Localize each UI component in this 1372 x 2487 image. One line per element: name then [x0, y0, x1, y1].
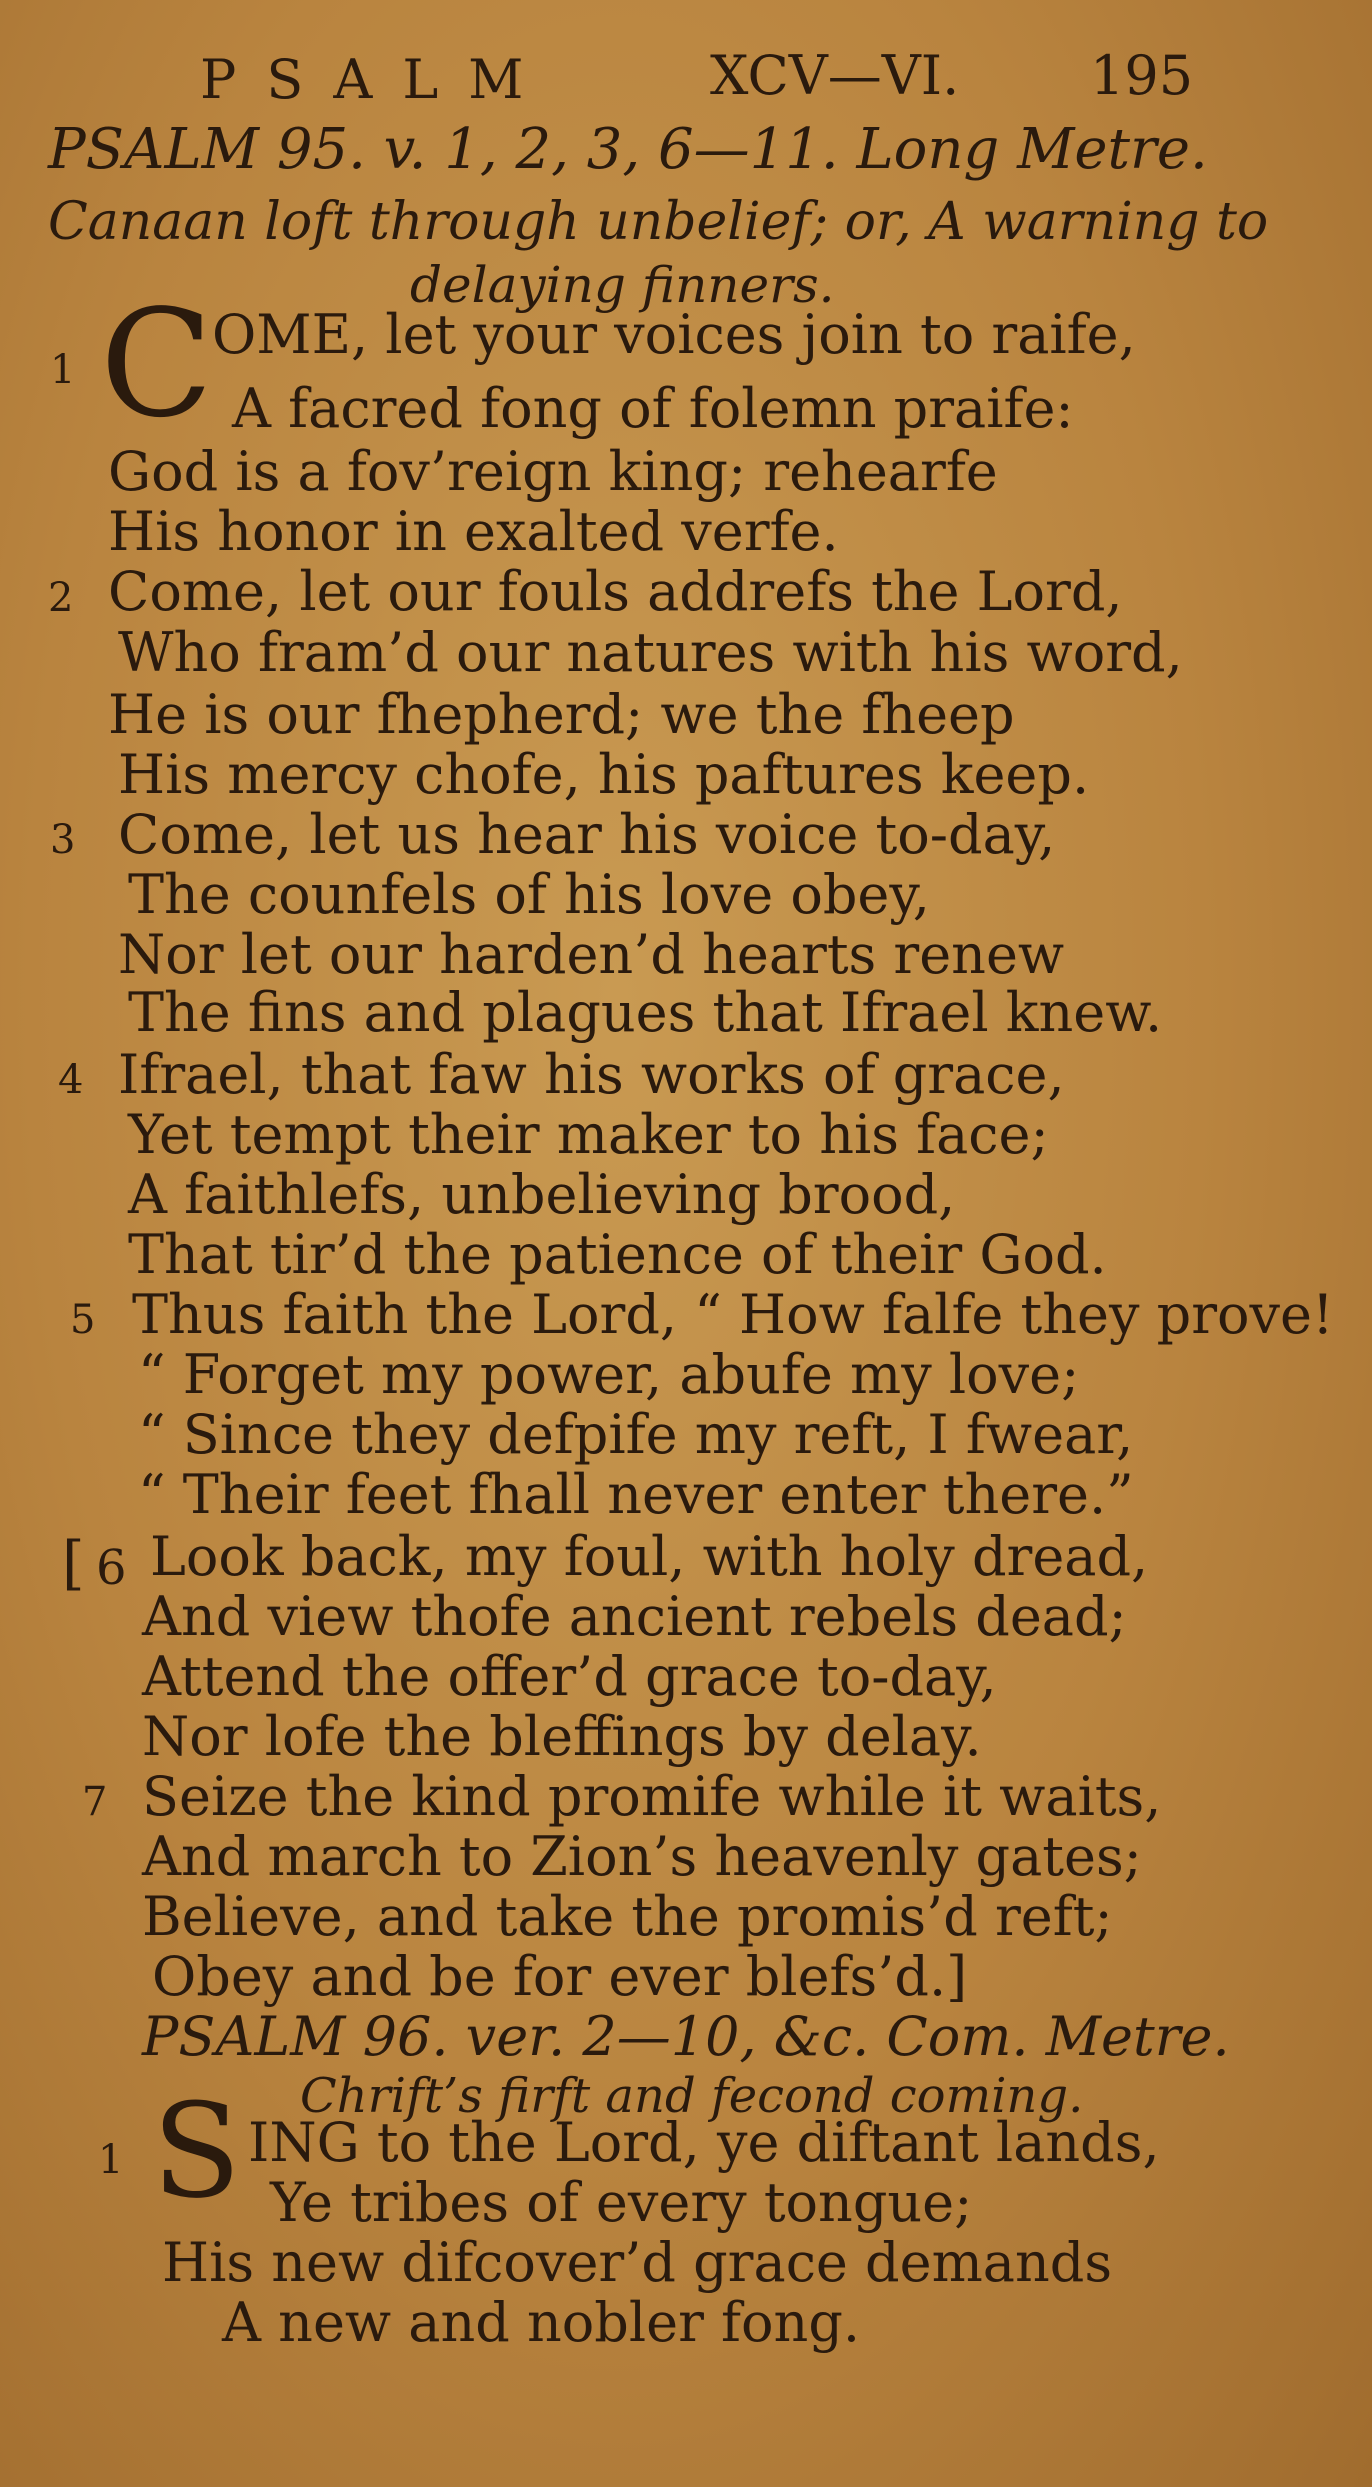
opening-bracket: [ [62, 1529, 85, 1597]
verse-line: Seize the kind promife while it waits, [142, 1765, 1162, 1828]
verse-line: Obey and be for ever blefs’d.] [152, 1945, 968, 2008]
verse-line: Look back, my foul, with holy dread, [150, 1525, 1149, 1588]
psalm-95-heading: PSALM 95. v. 1, 2, 3, 6—11. Long Metre. [48, 117, 1208, 182]
verse-line: And march to Zion’s heavenly gates; [142, 1825, 1142, 1888]
psalm-95-subtitle-line-2: delaying finners. [410, 256, 835, 314]
verse-line: Who fram’d our natures with his word, [118, 621, 1183, 684]
verse-line: The counfels of his love obey, [128, 863, 930, 926]
verse-line: Ifrael, that faw his works of grace, [118, 1043, 1065, 1106]
verse-line: Attend the offer’d grace to-day, [142, 1645, 997, 1708]
verse-line: And view thofe ancient rebels dead; [142, 1585, 1127, 1648]
verse-line: A facred fong of folemn praife: [232, 377, 1074, 440]
verse-number: 5 [70, 1297, 96, 1343]
verse-line: Nor let our harden’d hearts renew [118, 923, 1065, 986]
verse-line: ING to the Lord, ye diftant lands, [248, 2111, 1160, 2174]
verse-number: 4 [58, 1057, 84, 1103]
verse-line: “ Forget my power, abufe my love; [138, 1343, 1080, 1406]
verse-line: Believe, and take the promis’d reft; [142, 1885, 1113, 1948]
verse-number: 6 [96, 1540, 127, 1596]
running-header-range: XCV—VI. [710, 44, 960, 107]
psalm-95-subtitle-line-1: Canaan loft through unbelief; or, A warning to [48, 192, 1269, 252]
running-header-title: PSALM [200, 48, 554, 111]
verse-line: “ Since they defpife my reft, I fwear, [138, 1403, 1134, 1466]
psalm-96-heading: PSALM 96. ver. 2—10, &c. Com. Metre. [142, 2005, 1230, 2068]
verse-line: God is a fov’reign king; rehearfe [108, 440, 998, 503]
verse-number: 7 [82, 1779, 108, 1825]
drop-cap-letter: C [100, 278, 214, 450]
drop-cap-letter: S [152, 2075, 242, 2227]
verse-number: 1 [50, 347, 76, 393]
verse-number: 2 [48, 575, 74, 621]
verse-line: A faithlefs, unbelieving brood, [128, 1163, 956, 1226]
verse-line: His new difcover’d grace demands [162, 2231, 1113, 2294]
verse-line: That tir’d the patience of their God. [128, 1223, 1107, 1286]
verse-line: OME, let your voices join to raife, [212, 303, 1136, 366]
verse-line: Ye tribes of every tongue; [270, 2171, 973, 2234]
verse-line: A new and nobler fong. [222, 2291, 861, 2354]
verse-line: His honor in exalted verfe. [108, 500, 839, 563]
verse-line: Come, let our fouls addrefs the Lord, [108, 560, 1123, 623]
verse-line: His mercy chofe, his paftures keep. [118, 743, 1090, 806]
psalm-96-subtitle: Chrift’s firft and fecond coming. [300, 2068, 1084, 2124]
verse-line: “ Their feet fhall never enter there.” [138, 1463, 1134, 1526]
verse-line: Yet tempt their maker to his face; [128, 1103, 1049, 1166]
verse-line: The fins and plagues that Ifrael knew. [128, 981, 1163, 1044]
page-number: 195 [1090, 44, 1194, 107]
verse-number: 1 [98, 2137, 124, 2183]
verse-number: 3 [50, 817, 76, 863]
verse-line: Thus faith the Lord, “ How falfe they prove! [132, 1283, 1334, 1346]
verse-line: Come, let us hear his voice to-day, [118, 803, 1056, 866]
verse-line: He is our fhepherd; we the fheep [108, 683, 1015, 746]
verse-line: Nor lofe the bleffings by delay. [142, 1705, 982, 1768]
